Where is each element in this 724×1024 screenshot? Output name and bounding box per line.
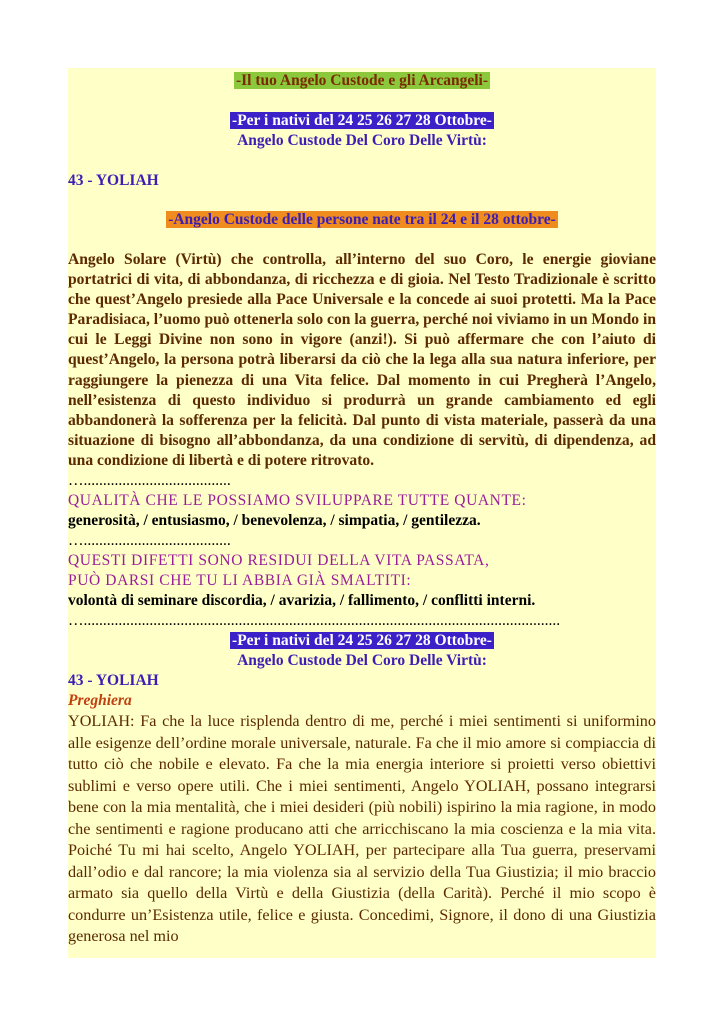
title-highlight: -Il tuo Angelo Custode e gli Arcangeli- [235,72,489,89]
document-title [68,71,656,91]
qualita-list: generosità, / entusiasmo, / benevolenza, / simpatia, / gentilezza. [68,512,481,530]
dots-separator: …...................................... [68,532,231,550]
preghiera-label: Preghiera [68,692,132,710]
difetti-heading-line2: PUÒ DARSI CHE TU LI ABBIA GIÀ SMALTITI: [68,572,412,590]
banner-highlight: -Angelo Custode delle persone nate tra il 24 e il 28 ottobre- [168,211,556,228]
dots-separator-long: …........................................................................................................................... [68,612,561,630]
difetti-heading-line1: QUESTI DIFETTI SONO RESIDUI DELLA VITA PASSATA, [68,552,490,570]
natives-heading [68,111,656,131]
banner-heading [68,210,656,230]
angel-number: 43 - YOLIAH [68,172,159,189]
coro-heading: Angelo Custode Del Coro Delle Virtù: [237,132,487,149]
natives-highlight: -Per i nativi del 24 25 26 27 28 Ottobre- [232,112,492,129]
coro-heading-2: Angelo Custode Del Coro Delle Virtù: [237,652,487,670]
angel-number-2: 43 - YOLIAH [68,672,159,690]
natives-highlight-2: -Per i nativi del 24 25 26 27 28 Ottobre- [232,632,492,650]
body-paragraph: Angelo Solare (Virtù) che controlla, all’interno del suo Coro, le energie gioviane portatrici di vita, di abbondanza, di ricchezza e di gioia. Nel Testo Tradizionale è scritto che quest’Angelo presiede alla Pace Universale e la concede ai suoi protetti. Ma la Pace Paradisiaca, l’uomo può ottenerla solo con la guerra, perché noi viviamo in un Mondo in cui le Leggi Divine non sono in vigore (anzi!). Si può affermare che con l’aiuto di quest’Angelo, la persona potrà liberarsi da ciò che la lega alla sua natura inferiore, per raggiungere la pienezza di una Vita felice. Dal momento in cui Pregherà l’Angelo, nell’esistenza di questo individuo si produrrà un grande cambiamento ed egli abbandonerà la sofferenza per la felicità. Dal punto di vista materiale, passerà da una situazione di bisogno all’abbondanza, da una condizione di servitù, di dipendenza, ad una condizione di libertà e di potere ritrovato. [68,251,656,469]
prayer-paragraph: YOLIAH: Fa che la luce risplenda dentro di me, perché i miei sentimenti si uniformino alle esigenze dell’ordine morale universale, naturale. Fa che il mio amore si compiaccia di tutto ciò che nobile e elevato. Fa che la mia energia interiore si proietti verso obiettivi sublimi e verso opere utili. Che i miei sentimenti, Angelo YOLIAH, possano integrarsi bene con la mia mentalità, che i miei desideri (più nobili) ispirino la mia ragione, in modo che sentimenti e ragione producano atti che arricchiscano la mia coscienza e la mia vita. Poiché Tu mi hai scelto, Angelo YOLIAH, per partecipare alla Tua guerra, preservami dall’odio e dal rancore; la mia violenza sia al servizio della Tua Giustizia; il mio braccio armato sia quello della Virtù e della Giustizia (della Carità). Perché il mio scopo è condurre un’Esistenza utile, felice e giusta. Concedimi, Signore, il dono di una Giustizia generosa nel mio [68,712,656,946]
document-page [68,68,656,958]
qualita-heading: QUALITÀ CHE LE POSSIAMO SVILUPPARE TUTTE QUANTE: [68,492,527,510]
difetti-list: volontà di seminare discordia, / avarizia, / fallimento, / conflitti interni. [68,592,536,610]
natives-heading-2 [68,631,656,651]
dots-separator: …...................................... [68,472,231,490]
